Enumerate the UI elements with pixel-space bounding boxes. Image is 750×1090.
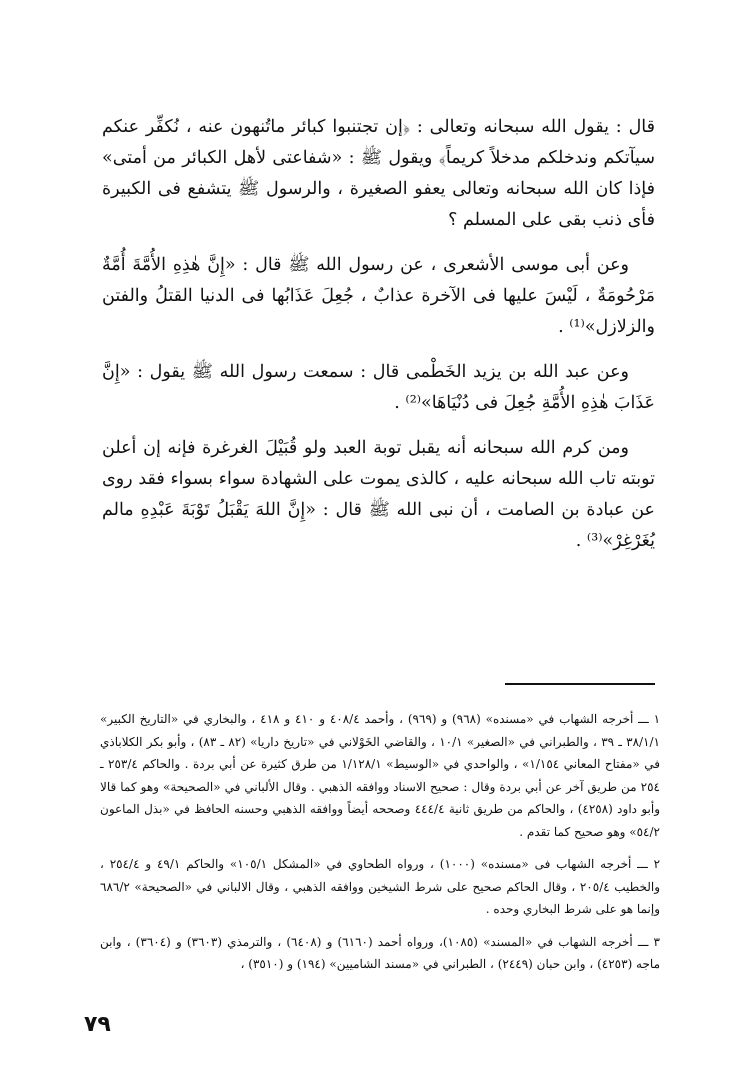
paragraph-1: قال : يقول الله سبحانه وتعالى : ﴿إن تجتنبوا كبائر ماتُنهون عنه ، نُكفِّر عنكم سيآتكم وندخلكم مدخلاً كريماً﴾ ويقول ﷺ : «شفاعتى لأهل الكبائر من أمتى» فإذا كان الله سبحانه وتعالى يعفو الصغيرة ، والرسول ﷺ يتشفع فى الكبيرة فأى ذنب بقى على المسلم ؟ <box>102 117 655 230</box>
paragraph-2: وعن أبى موسى الأشعرى ، عن رسول الله ﷺ قال : «إِنَّ هٰذِهِ الأُمَّةَ أُمَّةٌ مَرْحُومَةٌ ، لَيْسَ عليها فى الآخرة عذابٌ ، جُعِلَ عَذَابُها فى الدنيا القتلُ والفتن والزلازل»⁽¹⁾ . <box>102 255 655 337</box>
footnote-3: ٣ ـــ أخرجه الشهاب في «المسند» (١٠٨٥)، ورواه أحمد (٦١٦٠) و (٦٤٠٨) ، والترمذي (٣٦٠٣) و (٣٦٠٤) ، وابن ماجه (٤٢٥٣) ، وابن حبان (٢٤٤٩) ، الطبراني في «مسند الشاميين» (١٩٤) و (٣٥١٠) ، <box>100 934 660 971</box>
paragraph-3: وعن عبد الله بن يزيد الخَطْمى قال : سمعت رسول الله ﷺ يقول : «إِنَّ عَذَابَ هٰذِهِ الأُمَّةِ جُعِلَ فى دُنْيَاهَا»⁽²⁾ . <box>102 362 655 413</box>
paragraph-4: ومن كرم الله سبحانه أنه يقبل توبة العبد ولو قُبَيْلَ الغرغرة فإنه إن أعلن توبته تاب الله سبحانه عليه ، كالذى يموت على الشهادة سواء بسواء فقد روى عن عبادة بن الصامت ، أن نبى الله ﷺ قال : «إِنَّ اللهَ يَقْبَلُ تَوْبَةَ عَبْدِهِ مالم يُغَرْغِرْ»⁽³⁾ . <box>102 438 655 551</box>
page-number: ٧٩ <box>84 1012 111 1037</box>
footnote-1: ١ ـــ أخرجه الشهاب في «مسنده» (٩٦٨) و (٩٦٩) ، وأحمد ٤٠٨/٤ و ٤١٠ و ٤١٨ ، والبخاري في «التاريخ الكبير» ٣٨/١/١ ـ ٣٩ ، والطبراني في «الصغير» ١٠/١ ، والقاضي الخَوْلاني في «تاريخ داريا» (٨٢ ـ ٨٣) ، وأبو بكر الكلاباذي في «مفتاح المعاني ١/١٥٤» ، والواحدي في «الوسيط» ١/١٢٨/١ من طرق كثيرة عن أبي بردة . والحاكم ٢٥٣/٤ ـ ٢٥٤ من طريق آخر عن أبي بردة وقال : صحيح الاسناد ووافقه الذهبي . وقال الألباني في «الصحيحة» وهو كما قالا وأبو داود (٤٢٥٨) ، والحاكم من طريق ثانية ٤٤٤/٤ وصححه أيضاً ووافقه الذهبي وحسنه الحافظ في «بذل الماعون ٥٤/٢» وهو صحيح كما تقدم . <box>100 712 661 839</box>
footnote-separator <box>505 683 655 685</box>
main-text <box>102 112 655 571</box>
footnotes <box>100 708 660 976</box>
footnote-2: ٢ ـــ أخرجه الشهاب فى «مسنده» (١٠٠٠) ، ورواه الطحاوي في «المشكل ١٠٥/١» والحاكم ٤٩/١ و ٢٥٤/٤ ، والخطيب ٢٠٥/٤ ، وقال الحاكم صحيح على شرط الشيخين ووافقه الذهبي ، وقال الالباني في «الصحيحة» ٦٨٦/٢ وإنما هو على شرط البخاري وحده . <box>100 857 661 916</box>
